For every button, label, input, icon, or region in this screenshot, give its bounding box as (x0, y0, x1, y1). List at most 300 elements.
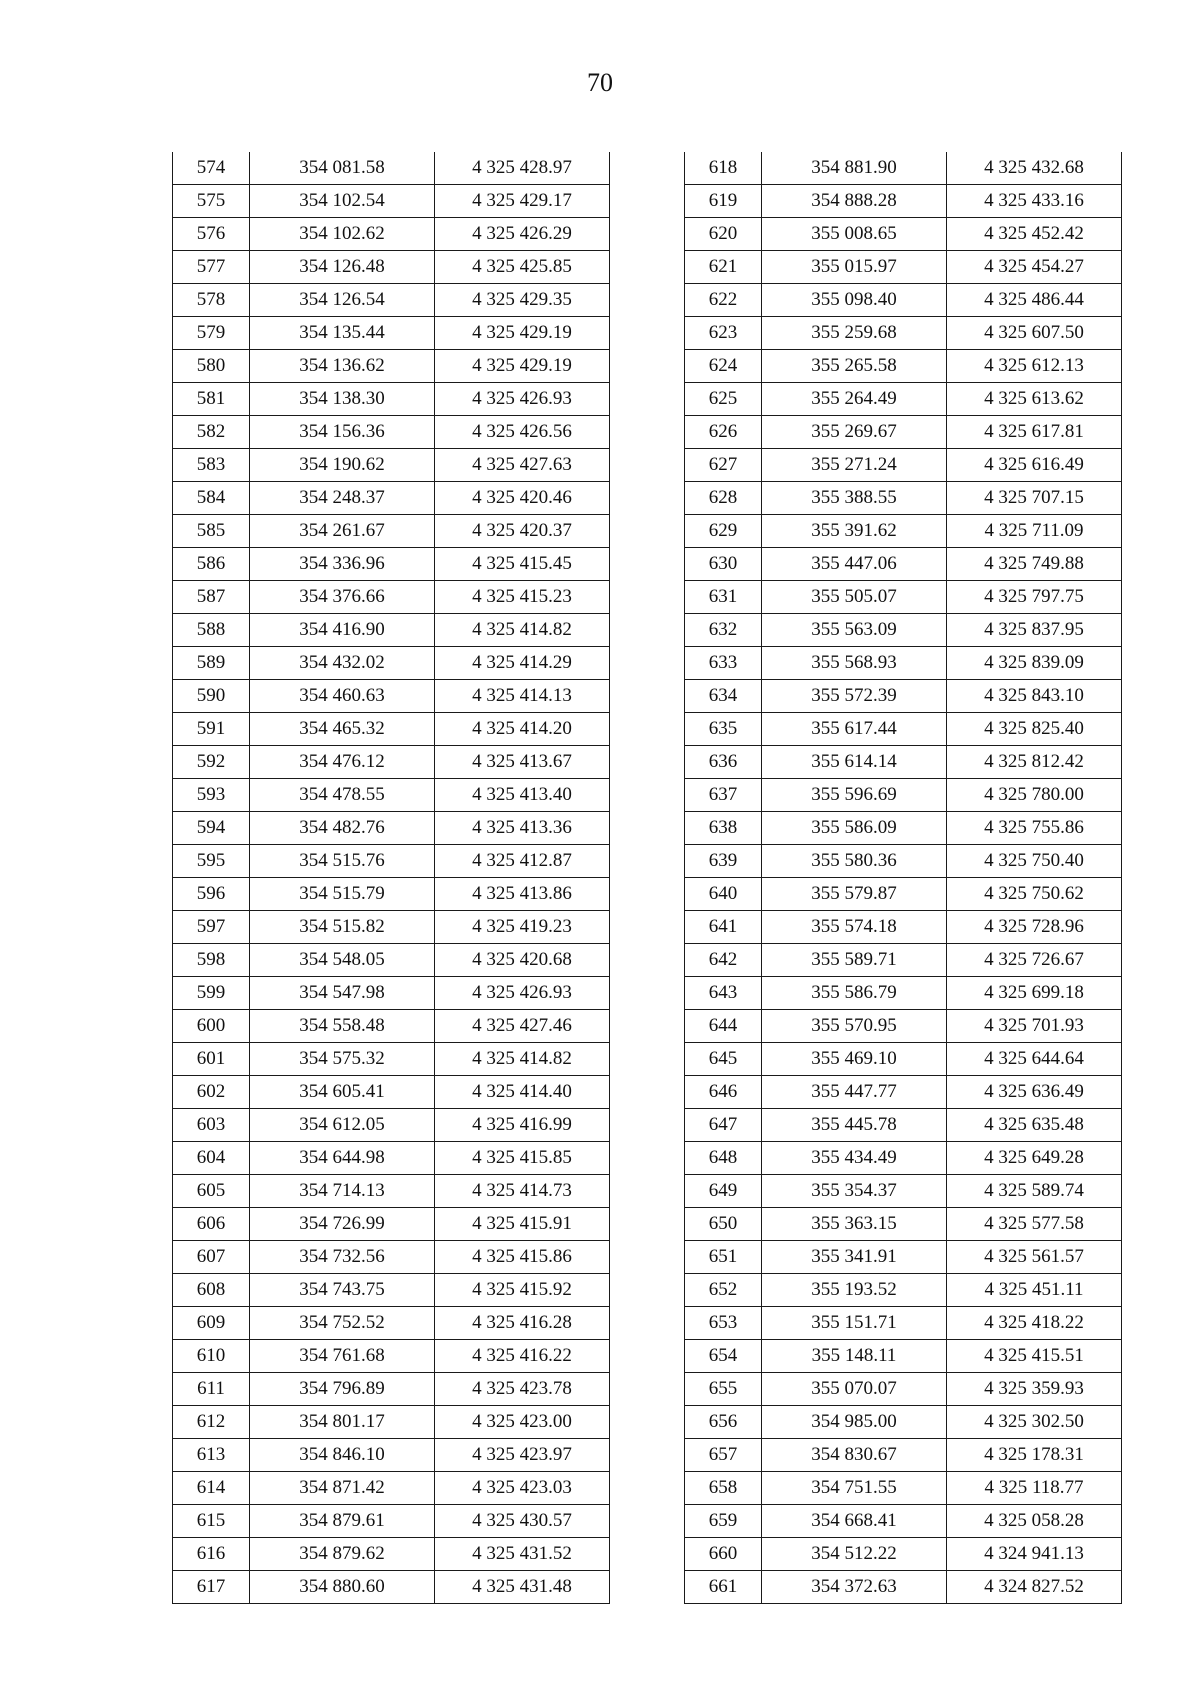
point-number-cell: 614 (173, 1472, 250, 1505)
point-number-cell: 598 (173, 944, 250, 977)
y-coordinate-cell: 4 325 616.49 (947, 449, 1122, 482)
x-coordinate-cell: 355 447.77 (762, 1076, 947, 1109)
x-coordinate-cell: 355 098.40 (762, 284, 947, 317)
table-row (173, 152, 610, 185)
x-coordinate-cell: 355 580.36 (762, 845, 947, 878)
y-coordinate-cell: 4 325 825.40 (947, 713, 1122, 746)
point-number-cell: 574 (173, 152, 250, 185)
y-coordinate-cell: 4 325 577.58 (947, 1208, 1122, 1241)
table-row (685, 746, 1122, 779)
page-number: 70 (587, 68, 613, 97)
x-coordinate-cell: 355 434.49 (762, 1142, 947, 1175)
table-row (173, 713, 610, 746)
table-row (173, 383, 610, 416)
y-coordinate-cell: 4 325 420.46 (435, 482, 610, 515)
x-coordinate-cell: 355 579.87 (762, 878, 947, 911)
table-row (685, 1274, 1122, 1307)
x-coordinate-cell: 355 596.69 (762, 779, 947, 812)
point-number-cell: 589 (173, 647, 250, 680)
y-coordinate-cell: 4 325 415.51 (947, 1340, 1122, 1373)
x-coordinate-cell: 355 617.44 (762, 713, 947, 746)
y-coordinate-cell: 4 325 797.75 (947, 581, 1122, 614)
y-coordinate-cell: 4 325 812.42 (947, 746, 1122, 779)
point-number-cell: 658 (685, 1472, 762, 1505)
point-number-cell: 618 (685, 152, 762, 185)
x-coordinate-cell: 355 070.07 (762, 1373, 947, 1406)
point-number-cell: 625 (685, 383, 762, 416)
y-coordinate-cell: 4 325 726.67 (947, 944, 1122, 977)
point-number-cell: 651 (685, 1241, 762, 1274)
table-row (685, 614, 1122, 647)
y-coordinate-cell: 4 325 415.91 (435, 1208, 610, 1241)
x-coordinate-cell: 355 269.67 (762, 416, 947, 449)
x-coordinate-cell: 355 574.18 (762, 911, 947, 944)
point-number-cell: 645 (685, 1043, 762, 1076)
table-row (685, 1010, 1122, 1043)
x-coordinate-cell: 354 732.56 (250, 1241, 435, 1274)
table-row (685, 779, 1122, 812)
point-number-cell: 590 (173, 680, 250, 713)
y-coordinate-cell: 4 324 941.13 (947, 1538, 1122, 1571)
y-coordinate-cell: 4 325 728.96 (947, 911, 1122, 944)
point-number-cell: 656 (685, 1406, 762, 1439)
point-number-cell: 657 (685, 1439, 762, 1472)
point-number-cell: 591 (173, 713, 250, 746)
point-number-cell: 582 (173, 416, 250, 449)
table-row (173, 1505, 610, 1538)
x-coordinate-cell: 354 465.32 (250, 713, 435, 746)
y-coordinate-cell: 4 325 843.10 (947, 680, 1122, 713)
x-coordinate-cell: 355 148.11 (762, 1340, 947, 1373)
point-number-cell: 615 (173, 1505, 250, 1538)
x-coordinate-cell: 354 138.30 (250, 383, 435, 416)
table-row (685, 1208, 1122, 1241)
table-row (685, 284, 1122, 317)
y-coordinate-cell: 4 325 426.29 (435, 218, 610, 251)
point-number-cell: 642 (685, 944, 762, 977)
y-coordinate-cell: 4 325 649.28 (947, 1142, 1122, 1175)
point-number-cell: 643 (685, 977, 762, 1010)
x-coordinate-cell: 355 447.06 (762, 548, 947, 581)
table-row (173, 1571, 610, 1604)
x-coordinate-cell: 354 376.66 (250, 581, 435, 614)
y-coordinate-cell: 4 325 839.09 (947, 647, 1122, 680)
table-row (685, 1538, 1122, 1571)
y-coordinate-cell: 4 325 644.64 (947, 1043, 1122, 1076)
point-number-cell: 628 (685, 482, 762, 515)
table-row (173, 911, 610, 944)
table-row (173, 1043, 610, 1076)
table-row (685, 482, 1122, 515)
x-coordinate-cell: 355 151.71 (762, 1307, 947, 1340)
y-coordinate-cell: 4 325 486.44 (947, 284, 1122, 317)
table-row (173, 812, 610, 845)
x-coordinate-cell: 354 548.05 (250, 944, 435, 977)
coordinates-table-left (172, 152, 610, 1604)
y-coordinate-cell: 4 325 418.22 (947, 1307, 1122, 1340)
point-number-cell: 638 (685, 812, 762, 845)
table-row (685, 416, 1122, 449)
y-coordinate-cell: 4 325 428.97 (435, 152, 610, 185)
table-row (173, 548, 610, 581)
table-row (685, 251, 1122, 284)
y-coordinate-cell: 4 325 452.42 (947, 218, 1122, 251)
y-coordinate-cell: 4 325 429.19 (435, 350, 610, 383)
x-coordinate-cell: 354 846.10 (250, 1439, 435, 1472)
point-number-cell: 624 (685, 350, 762, 383)
table-row (173, 185, 610, 218)
y-coordinate-cell: 4 325 707.15 (947, 482, 1122, 515)
x-coordinate-cell: 355 008.65 (762, 218, 947, 251)
table-row (685, 1241, 1122, 1274)
x-coordinate-cell: 354 547.98 (250, 977, 435, 1010)
y-coordinate-cell: 4 325 426.93 (435, 383, 610, 416)
x-coordinate-cell: 354 515.79 (250, 878, 435, 911)
x-coordinate-cell: 354 743.75 (250, 1274, 435, 1307)
point-number-cell: 655 (685, 1373, 762, 1406)
x-coordinate-cell: 355 015.97 (762, 251, 947, 284)
point-number-cell: 649 (685, 1175, 762, 1208)
y-coordinate-cell: 4 325 433.16 (947, 185, 1122, 218)
x-coordinate-cell: 354 515.76 (250, 845, 435, 878)
point-number-cell: 619 (685, 185, 762, 218)
y-coordinate-cell: 4 325 423.97 (435, 1439, 610, 1472)
point-number-cell: 596 (173, 878, 250, 911)
y-coordinate-cell: 4 325 427.46 (435, 1010, 610, 1043)
point-number-cell: 616 (173, 1538, 250, 1571)
x-coordinate-cell: 355 586.79 (762, 977, 947, 1010)
point-number-cell: 608 (173, 1274, 250, 1307)
x-coordinate-cell: 355 568.93 (762, 647, 947, 680)
y-coordinate-cell: 4 324 827.52 (947, 1571, 1122, 1604)
point-number-cell: 629 (685, 515, 762, 548)
table-row (685, 515, 1122, 548)
table-row (685, 647, 1122, 680)
x-coordinate-cell: 354 261.67 (250, 515, 435, 548)
y-coordinate-cell: 4 325 425.85 (435, 251, 610, 284)
y-coordinate-cell: 4 325 415.86 (435, 1241, 610, 1274)
table-row (173, 779, 610, 812)
table-row (173, 1274, 610, 1307)
point-number-cell: 617 (173, 1571, 250, 1604)
y-coordinate-cell: 4 325 589.74 (947, 1175, 1122, 1208)
table-row (685, 581, 1122, 614)
x-coordinate-cell: 354 612.05 (250, 1109, 435, 1142)
point-number-cell: 602 (173, 1076, 250, 1109)
y-coordinate-cell: 4 325 416.99 (435, 1109, 610, 1142)
table-row (685, 1076, 1122, 1109)
point-number-cell: 603 (173, 1109, 250, 1142)
point-number-cell: 581 (173, 383, 250, 416)
x-coordinate-cell: 355 265.58 (762, 350, 947, 383)
point-number-cell: 579 (173, 317, 250, 350)
x-coordinate-cell: 355 505.07 (762, 581, 947, 614)
point-number-cell: 600 (173, 1010, 250, 1043)
x-coordinate-cell: 354 751.55 (762, 1472, 947, 1505)
point-number-cell: 654 (685, 1340, 762, 1373)
x-coordinate-cell: 355 614.14 (762, 746, 947, 779)
point-number-cell: 593 (173, 779, 250, 812)
table-row (685, 1340, 1122, 1373)
y-coordinate-cell: 4 325 750.62 (947, 878, 1122, 911)
table-row (685, 1307, 1122, 1340)
point-number-cell: 653 (685, 1307, 762, 1340)
table-row (173, 944, 610, 977)
x-coordinate-cell: 354 796.89 (250, 1373, 435, 1406)
x-coordinate-cell: 355 354.37 (762, 1175, 947, 1208)
table-row (173, 1208, 610, 1241)
y-coordinate-cell: 4 325 561.57 (947, 1241, 1122, 1274)
x-coordinate-cell: 354 416.90 (250, 614, 435, 647)
point-number-cell: 627 (685, 449, 762, 482)
point-number-cell: 595 (173, 845, 250, 878)
y-coordinate-cell: 4 325 420.68 (435, 944, 610, 977)
table-row (685, 185, 1122, 218)
x-coordinate-cell: 354 558.48 (250, 1010, 435, 1043)
y-coordinate-cell: 4 325 612.13 (947, 350, 1122, 383)
table-row (685, 977, 1122, 1010)
y-coordinate-cell: 4 325 750.40 (947, 845, 1122, 878)
point-number-cell: 621 (685, 251, 762, 284)
table-row (173, 1340, 610, 1373)
x-coordinate-cell: 354 761.68 (250, 1340, 435, 1373)
table-row (173, 1373, 610, 1406)
table-row (685, 878, 1122, 911)
table-row (685, 1505, 1122, 1538)
table-row (173, 1109, 610, 1142)
y-coordinate-cell: 4 325 414.73 (435, 1175, 610, 1208)
x-coordinate-cell: 354 135.44 (250, 317, 435, 350)
table-row (685, 1472, 1122, 1505)
y-coordinate-cell: 4 325 613.62 (947, 383, 1122, 416)
point-number-cell: 588 (173, 614, 250, 647)
point-number-cell: 583 (173, 449, 250, 482)
table-row (685, 680, 1122, 713)
y-coordinate-cell: 4 325 430.57 (435, 1505, 610, 1538)
y-coordinate-cell: 4 325 711.09 (947, 515, 1122, 548)
table-row (173, 1010, 610, 1043)
point-number-cell: 647 (685, 1109, 762, 1142)
y-coordinate-cell: 4 325 431.52 (435, 1538, 610, 1571)
y-coordinate-cell: 4 325 423.00 (435, 1406, 610, 1439)
point-number-cell: 623 (685, 317, 762, 350)
y-coordinate-cell: 4 325 699.18 (947, 977, 1122, 1010)
point-number-cell: 630 (685, 548, 762, 581)
point-number-cell: 648 (685, 1142, 762, 1175)
point-number-cell: 607 (173, 1241, 250, 1274)
point-number-cell: 604 (173, 1142, 250, 1175)
point-number-cell: 632 (685, 614, 762, 647)
table-row (685, 845, 1122, 878)
x-coordinate-cell: 355 341.91 (762, 1241, 947, 1274)
x-coordinate-cell: 354 136.62 (250, 350, 435, 383)
table-row (173, 1472, 610, 1505)
y-coordinate-cell: 4 325 419.23 (435, 911, 610, 944)
coordinates-table-right (684, 152, 1122, 1604)
point-number-cell: 580 (173, 350, 250, 383)
x-coordinate-cell: 354 888.28 (762, 185, 947, 218)
x-coordinate-cell: 354 871.42 (250, 1472, 435, 1505)
point-number-cell: 584 (173, 482, 250, 515)
x-coordinate-cell: 355 469.10 (762, 1043, 947, 1076)
x-coordinate-cell: 354 881.90 (762, 152, 947, 185)
y-coordinate-cell: 4 325 420.37 (435, 515, 610, 548)
table-row (173, 1142, 610, 1175)
point-number-cell: 575 (173, 185, 250, 218)
x-coordinate-cell: 354 801.17 (250, 1406, 435, 1439)
y-coordinate-cell: 4 325 414.82 (435, 1043, 610, 1076)
point-number-cell: 577 (173, 251, 250, 284)
table-row (685, 944, 1122, 977)
y-coordinate-cell: 4 325 423.78 (435, 1373, 610, 1406)
x-coordinate-cell: 354 478.55 (250, 779, 435, 812)
y-coordinate-cell: 4 325 058.28 (947, 1505, 1122, 1538)
x-coordinate-cell: 354 605.41 (250, 1076, 435, 1109)
x-coordinate-cell: 354 714.13 (250, 1175, 435, 1208)
point-number-cell: 635 (685, 713, 762, 746)
y-coordinate-cell: 4 325 413.36 (435, 812, 610, 845)
table-row (685, 1406, 1122, 1439)
point-number-cell: 613 (173, 1439, 250, 1472)
y-coordinate-cell: 4 325 416.22 (435, 1340, 610, 1373)
table-row (685, 1571, 1122, 1604)
point-number-cell: 576 (173, 218, 250, 251)
x-coordinate-cell: 354 372.63 (762, 1571, 947, 1604)
point-number-cell: 612 (173, 1406, 250, 1439)
table-row (173, 1175, 610, 1208)
table-row (173, 845, 610, 878)
table-row (173, 581, 610, 614)
table-row (173, 614, 610, 647)
table-row (685, 1142, 1122, 1175)
table-row (173, 1307, 610, 1340)
point-number-cell: 587 (173, 581, 250, 614)
point-number-cell: 594 (173, 812, 250, 845)
point-number-cell: 634 (685, 680, 762, 713)
y-coordinate-cell: 4 325 837.95 (947, 614, 1122, 647)
point-number-cell: 639 (685, 845, 762, 878)
y-coordinate-cell: 4 325 426.56 (435, 416, 610, 449)
point-number-cell: 637 (685, 779, 762, 812)
x-coordinate-cell: 354 752.52 (250, 1307, 435, 1340)
point-number-cell: 633 (685, 647, 762, 680)
y-coordinate-cell: 4 325 780.00 (947, 779, 1122, 812)
x-coordinate-cell: 354 102.54 (250, 185, 435, 218)
y-coordinate-cell: 4 325 415.92 (435, 1274, 610, 1307)
y-coordinate-cell: 4 325 426.93 (435, 977, 610, 1010)
y-coordinate-cell: 4 325 451.11 (947, 1274, 1122, 1307)
y-coordinate-cell: 4 325 415.45 (435, 548, 610, 581)
y-coordinate-cell: 4 325 755.86 (947, 812, 1122, 845)
table-row (685, 1043, 1122, 1076)
point-number-cell: 661 (685, 1571, 762, 1604)
table-row (173, 317, 610, 350)
y-coordinate-cell: 4 325 701.93 (947, 1010, 1122, 1043)
y-coordinate-cell: 4 325 749.88 (947, 548, 1122, 581)
point-number-cell: 609 (173, 1307, 250, 1340)
x-coordinate-cell: 355 193.52 (762, 1274, 947, 1307)
table-row (685, 1439, 1122, 1472)
point-number-cell: 599 (173, 977, 250, 1010)
point-number-cell: 592 (173, 746, 250, 779)
table-row (173, 977, 610, 1010)
x-coordinate-cell: 354 482.76 (250, 812, 435, 845)
table-row (173, 746, 610, 779)
table-row (685, 812, 1122, 845)
x-coordinate-cell: 355 586.09 (762, 812, 947, 845)
table-row (173, 416, 610, 449)
point-number-cell: 597 (173, 911, 250, 944)
y-coordinate-cell: 4 325 635.48 (947, 1109, 1122, 1142)
x-coordinate-cell: 355 388.55 (762, 482, 947, 515)
table-row (685, 713, 1122, 746)
table-row (173, 1241, 610, 1274)
y-coordinate-cell: 4 325 454.27 (947, 251, 1122, 284)
x-coordinate-cell: 355 572.39 (762, 680, 947, 713)
y-coordinate-cell: 4 325 607.50 (947, 317, 1122, 350)
point-number-cell: 610 (173, 1340, 250, 1373)
x-coordinate-cell: 354 126.48 (250, 251, 435, 284)
x-coordinate-cell: 354 668.41 (762, 1505, 947, 1538)
y-coordinate-cell: 4 325 617.81 (947, 416, 1122, 449)
table-row (685, 911, 1122, 944)
point-number-cell: 659 (685, 1505, 762, 1538)
point-number-cell: 636 (685, 746, 762, 779)
point-number-cell: 652 (685, 1274, 762, 1307)
table-row (685, 449, 1122, 482)
x-coordinate-cell: 354 879.62 (250, 1538, 435, 1571)
x-coordinate-cell: 354 336.96 (250, 548, 435, 581)
x-coordinate-cell: 354 575.32 (250, 1043, 435, 1076)
table-row (173, 251, 610, 284)
point-number-cell: 640 (685, 878, 762, 911)
y-coordinate-cell: 4 325 414.20 (435, 713, 610, 746)
table-row (173, 680, 610, 713)
x-coordinate-cell: 354 515.82 (250, 911, 435, 944)
y-coordinate-cell: 4 325 415.23 (435, 581, 610, 614)
x-coordinate-cell: 354 432.02 (250, 647, 435, 680)
table-row (173, 350, 610, 383)
point-number-cell: 650 (685, 1208, 762, 1241)
x-coordinate-cell: 354 460.63 (250, 680, 435, 713)
point-number-cell: 585 (173, 515, 250, 548)
table-row (173, 1439, 610, 1472)
table-row (173, 284, 610, 317)
x-coordinate-cell: 355 445.78 (762, 1109, 947, 1142)
table-row (685, 1373, 1122, 1406)
point-number-cell: 644 (685, 1010, 762, 1043)
table-row (685, 1175, 1122, 1208)
table-row (685, 1109, 1122, 1142)
y-coordinate-cell: 4 325 414.29 (435, 647, 610, 680)
table-row (685, 152, 1122, 185)
table-body (685, 152, 1122, 1604)
table-row (173, 515, 610, 548)
y-coordinate-cell: 4 325 429.35 (435, 284, 610, 317)
x-coordinate-cell: 354 880.60 (250, 1571, 435, 1604)
x-coordinate-cell: 354 190.62 (250, 449, 435, 482)
y-coordinate-cell: 4 325 413.40 (435, 779, 610, 812)
y-coordinate-cell: 4 325 413.67 (435, 746, 610, 779)
x-coordinate-cell: 354 476.12 (250, 746, 435, 779)
y-coordinate-cell: 4 325 636.49 (947, 1076, 1122, 1109)
y-coordinate-cell: 4 325 413.86 (435, 878, 610, 911)
x-coordinate-cell: 355 259.68 (762, 317, 947, 350)
x-coordinate-cell: 355 570.95 (762, 1010, 947, 1043)
table-row (173, 1076, 610, 1109)
y-coordinate-cell: 4 325 429.17 (435, 185, 610, 218)
point-number-cell: 660 (685, 1538, 762, 1571)
